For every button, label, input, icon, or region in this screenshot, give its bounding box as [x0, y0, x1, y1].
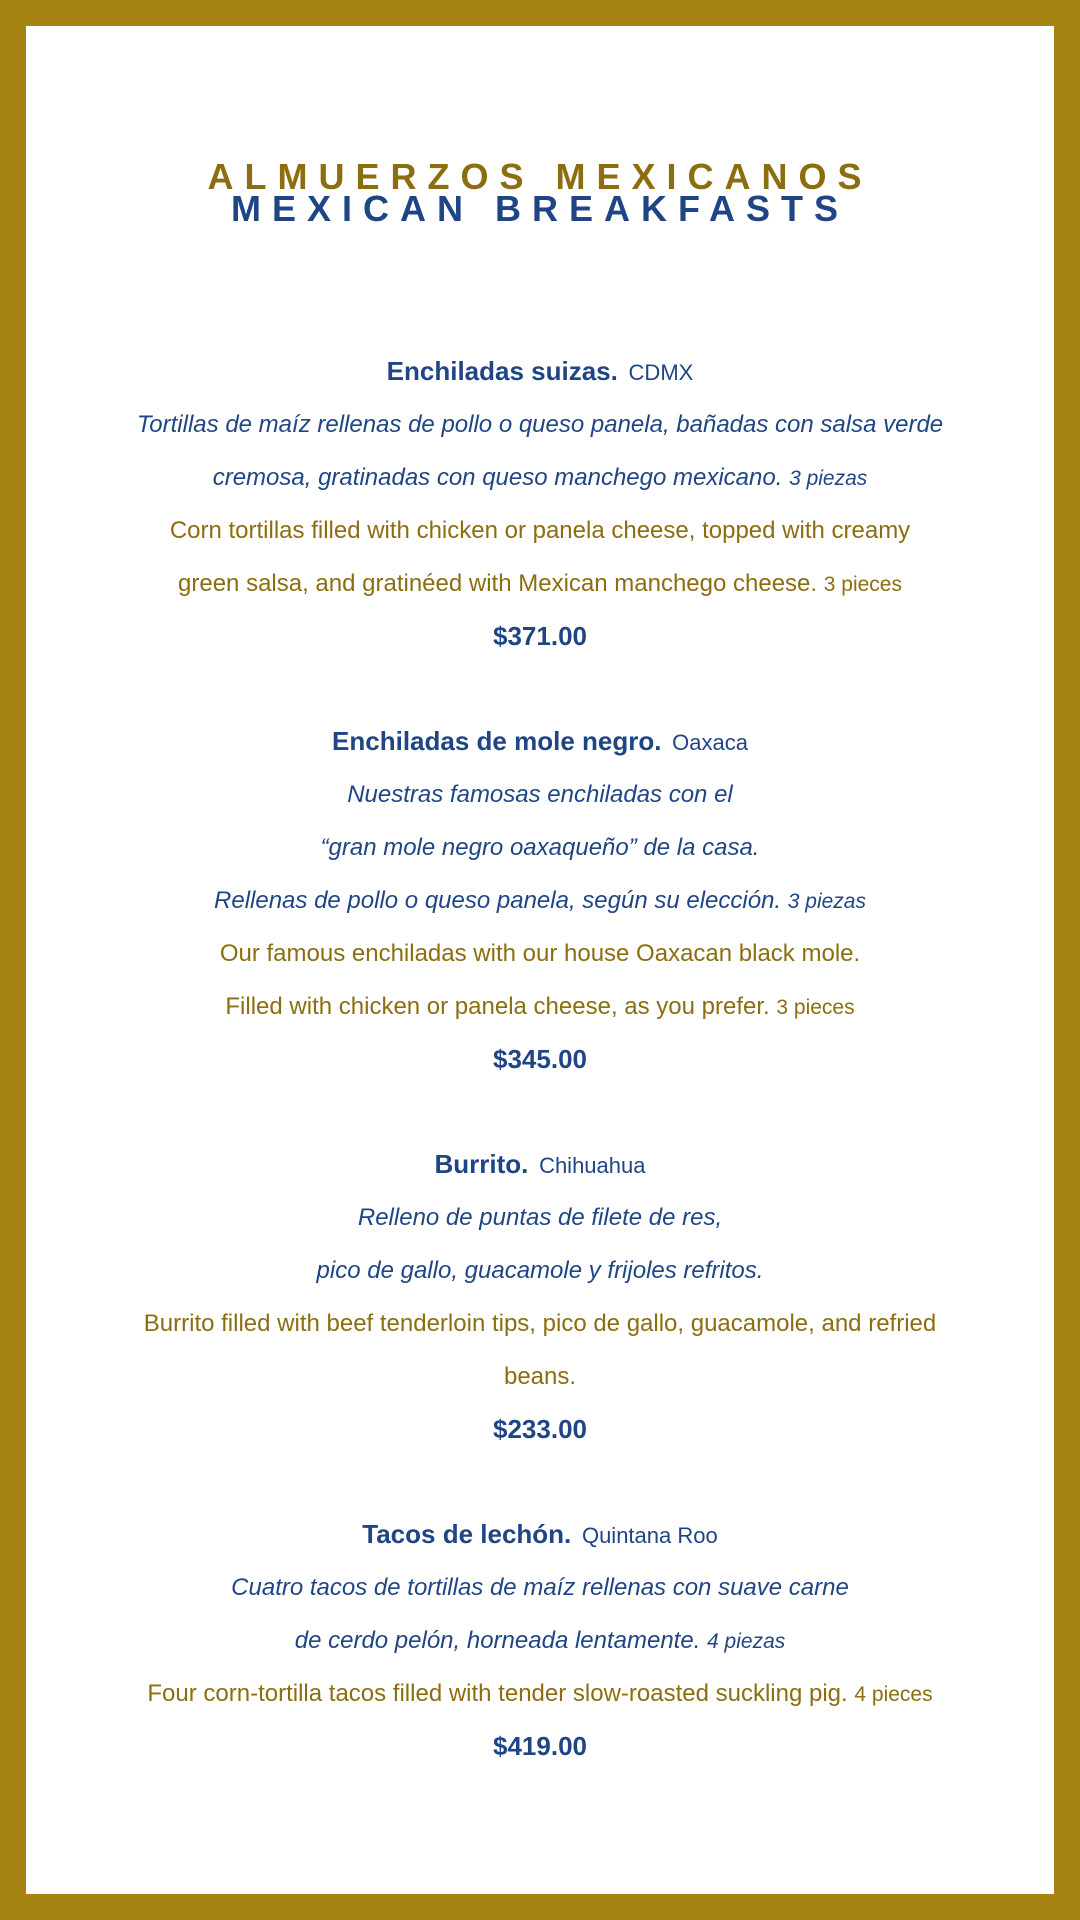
menu-page: [26, 26, 1054, 1894]
item-quantity-en: 3 pieces: [776, 996, 855, 1019]
item-heading: [26, 1508, 1054, 1561]
item-quantity-es: 4 piezas: [707, 1630, 786, 1653]
item-price: $419.00: [493, 1731, 587, 1761]
item-description-en: Filled with chicken or panela cheese, as you prefer. 3 pieces: [225, 993, 855, 1020]
item-name: Burrito.: [434, 1149, 529, 1179]
item-quantity-en: 4 pieces: [854, 1683, 933, 1706]
item-description-en: Our famous enchiladas with our house Oaxacan black mole.: [219, 940, 861, 967]
item-price: $233.00: [493, 1414, 587, 1444]
item-description-en: green salsa, and gratinéed with Mexican manchego cheese. 3 pieces: [178, 570, 902, 597]
item-description-es: Relleno de puntas de filete de res,: [357, 1204, 723, 1231]
item-description-es: cremosa, gratinadas con queso manchego mexicano. 3 piezas: [212, 464, 868, 491]
item-name: Enchiladas suizas.: [386, 356, 618, 386]
item-description-en: Burrito filled with beef tenderloin tips, pico de gallo, guacamole, and refried: [143, 1310, 937, 1337]
item-quantity-es: 3 piezas: [787, 890, 866, 913]
item-quantity-es: 3 piezas: [789, 467, 868, 490]
item-description-en: Corn tortillas filled with chicken or panela cheese, topped with creamy: [169, 517, 911, 544]
item-description-es: Rellenas de pollo o queso panela, según su elección. 3 piezas: [214, 887, 866, 914]
menu-title-english: MEXICAN BREAKFASTS: [230, 188, 850, 229]
item-origin: Oaxaca: [672, 730, 748, 755]
item-name: Tacos de lechón.: [362, 1519, 572, 1549]
item-price: $371.00: [493, 621, 587, 651]
item-description-es: de cerdo pelón, horneada lentamente. 4 piezas: [294, 1627, 786, 1654]
item-description-es: Nuestras famosas enchiladas con el: [347, 781, 733, 808]
item-heading: [26, 345, 1054, 398]
item-price: $345.00: [493, 1044, 587, 1074]
menu-item: [26, 1508, 1054, 1773]
item-description-en: Four corn-tortilla tacos filled with tender slow-roasted suckling pig. 4 pieces: [147, 1680, 933, 1707]
item-description-en: beans.: [503, 1363, 577, 1390]
item-origin: Chihuahua: [539, 1153, 646, 1178]
menu-title-spanish: ALMUERZOS MEXICANOS: [207, 156, 873, 197]
item-quantity-en: 3 pieces: [823, 573, 902, 596]
item-heading: [26, 715, 1054, 768]
menu-item: [26, 1138, 1054, 1456]
menu-item: [26, 345, 1054, 663]
item-origin: CDMX: [628, 360, 694, 385]
item-heading: [26, 1138, 1054, 1191]
item-description-es: Cuatro tacos de tortillas de maíz rellenas con suave carne: [231, 1574, 849, 1601]
item-description-es: “gran mole negro oaxaqueño” de la casa.: [320, 834, 760, 861]
menu-item: [26, 715, 1054, 1086]
item-description-es: pico de gallo, guacamole y frijoles refritos.: [316, 1257, 764, 1284]
item-name: Enchiladas de mole negro.: [332, 726, 662, 756]
item-origin: Quintana Roo: [581, 1523, 718, 1548]
item-description-es: Tortillas de maíz rellenas de pollo o queso panela, bañadas con salsa verde: [136, 411, 944, 438]
